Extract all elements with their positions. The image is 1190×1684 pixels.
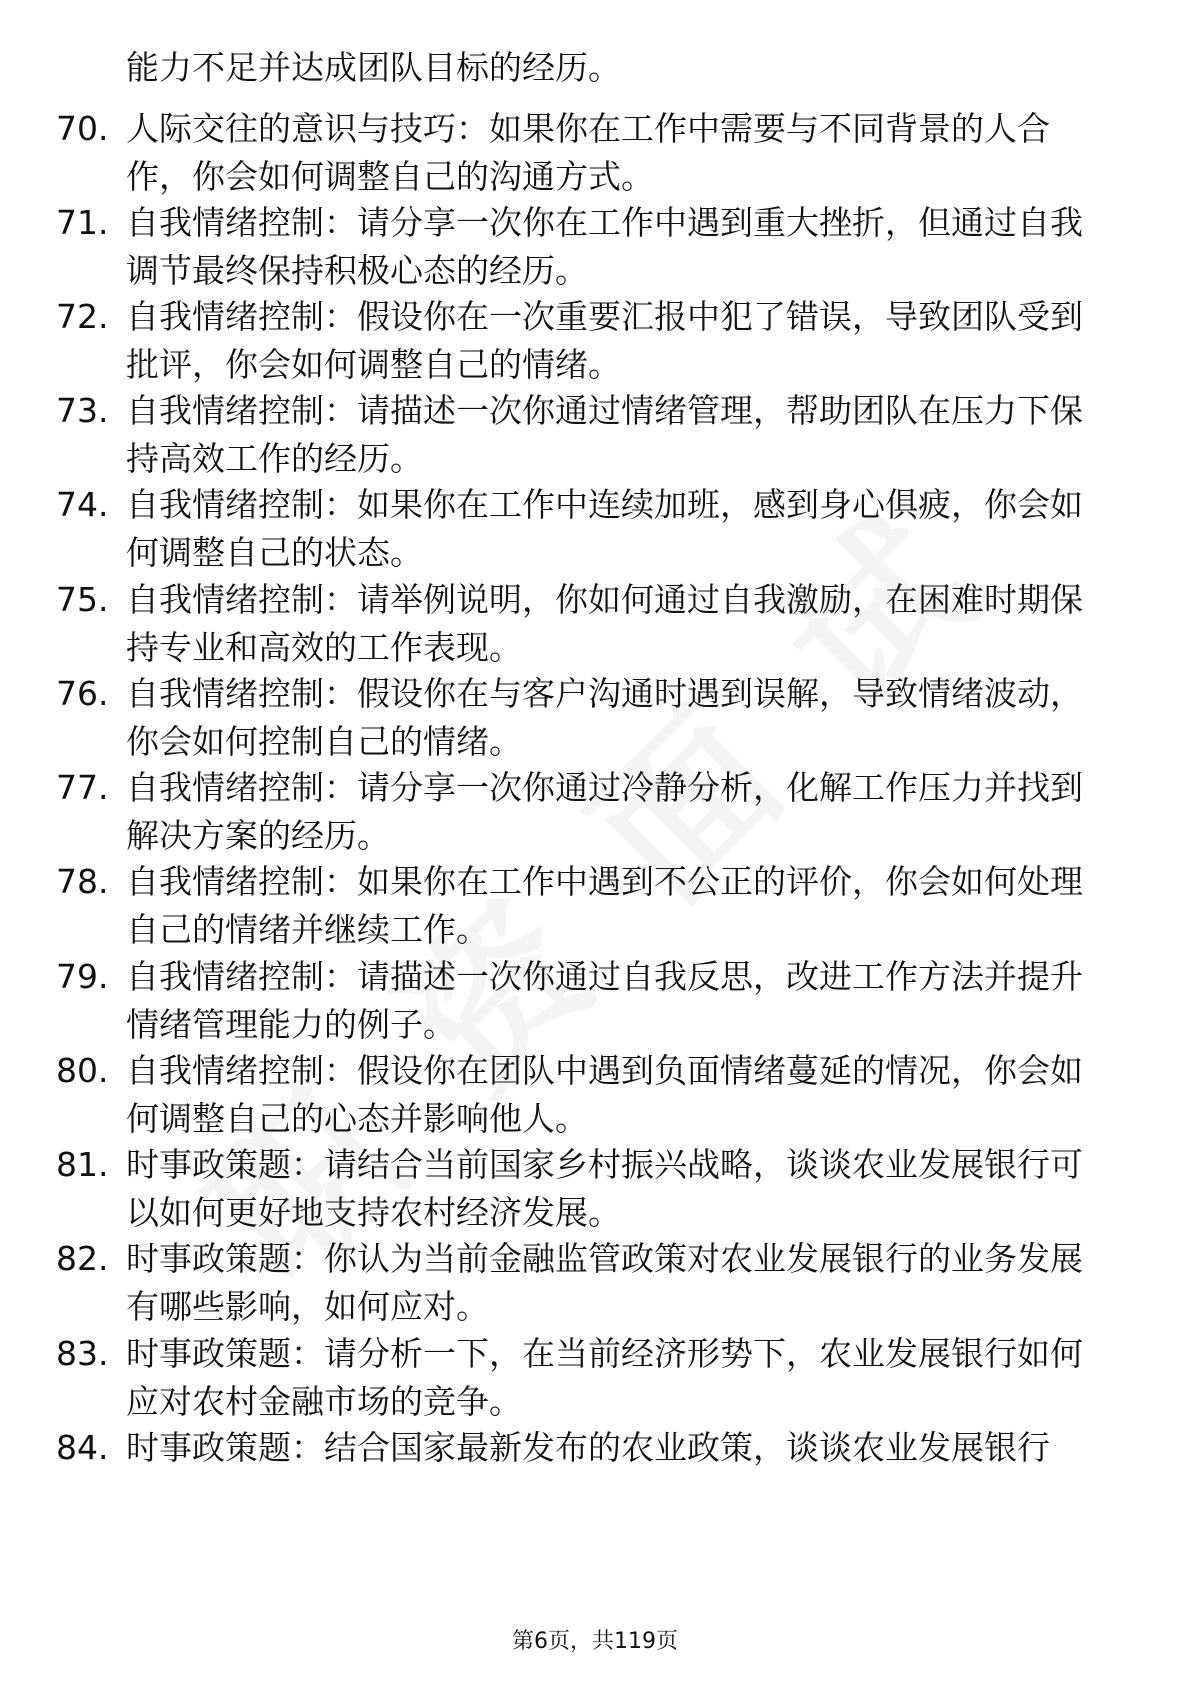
item-number: 70. — [56, 109, 109, 148]
list-item — [56, 576, 1106, 672]
item-number: 71. — [56, 203, 109, 242]
item-text: 时事政策题：结合国家最新发布的农业政策，谈谈农业发展银行 — [126, 1428, 1050, 1467]
item-text: 自我情绪控制：请描述一次你通过自我反思，改进工作方法并提升情绪管理能力的例子。 — [126, 957, 1083, 1044]
list-item — [56, 953, 1106, 1049]
list-item — [56, 1141, 1106, 1237]
item-text: 时事政策题：请结合当前国家乡村振兴战略，谈谈农业发展银行可以如何更好地支持农村经济发展。 — [126, 1145, 1083, 1232]
item-number: 73. — [56, 391, 109, 430]
list-item — [56, 199, 1106, 295]
item-number: 83. — [56, 1334, 109, 1373]
item-text: 自我情绪控制：请分享一次你在工作中遇到重大挫折，但通过自我调节最终保持积极心态的经历。 — [126, 203, 1083, 290]
list-item — [56, 1424, 1106, 1472]
item-number: 78. — [56, 862, 109, 901]
item-number: 76. — [56, 674, 109, 713]
list-item — [56, 387, 1106, 483]
continuation-text: 能力不足并达成团队目标的经历。 — [126, 48, 621, 87]
item-text: 自我情绪控制：如果你在工作中遇到不公正的评价，你会如何处理自己的情绪并继续工作。 — [126, 862, 1083, 949]
list-item — [56, 764, 1106, 860]
item-number: 82. — [56, 1239, 109, 1278]
list-item — [56, 858, 1106, 954]
item-number: 80. — [56, 1051, 109, 1090]
item-text: 时事政策题：你认为当前金融监管政策对农业发展银行的业务发展有哪些影响，如何应对。 — [126, 1239, 1083, 1326]
item-number: 75. — [56, 580, 109, 619]
item-text: 自我情绪控制：假设你在一次重要汇报中犯了错误，导致团队受到批评，你会如何调整自己的情绪。 — [126, 297, 1083, 384]
list-item — [56, 1235, 1106, 1331]
item-text: 时事政策题：请分析一下，在当前经济形势下，农业发展银行如何应对农村金融市场的竞争。 — [126, 1334, 1083, 1421]
list-item — [56, 1047, 1106, 1143]
item-number: 81. — [56, 1145, 109, 1184]
item-text: 自我情绪控制：假设你在团队中遇到负面情绪蔓延的情况，你会如何调整自己的心态并影响他人。 — [126, 1051, 1083, 1138]
page-footer: 第6页，共119页 — [512, 1629, 678, 1654]
list-item — [56, 670, 1106, 766]
item-number: 72. — [56, 297, 109, 336]
list-item — [56, 1330, 1106, 1426]
item-number: 77. — [56, 768, 109, 807]
item-text: 自我情绪控制：请举例说明，你如何通过自我激励，在困难时期保持专业和高效的工作表现。 — [126, 580, 1083, 667]
list-item — [56, 105, 1106, 201]
item-number: 79. — [56, 957, 109, 996]
item-number: 74. — [56, 485, 109, 524]
item-number: 84. — [56, 1428, 109, 1467]
list-item — [56, 293, 1106, 389]
item-text: 自我情绪控制：如果你在工作中连续加班，感到身心俱疲，你会如何调整自己的状态。 — [126, 485, 1083, 572]
item-text: 自我情绪控制：假设你在与客户沟通时遇到误解，导致情绪波动，你会如何控制自己的情绪。 — [126, 674, 1083, 761]
item-text: 自我情绪控制：请描述一次你通过情绪管理，帮助团队在压力下保持高效工作的经历。 — [126, 391, 1083, 478]
item-text: 人际交往的意识与技巧：如果你在工作中需要与不同背景的人合作，你会如何调整自己的沟通方式。 — [126, 109, 1050, 196]
list-item — [56, 481, 1106, 577]
item-text: 自我情绪控制：请分享一次你通过冷静分析，化解工作压力并找到解决方案的经历。 — [126, 768, 1083, 855]
